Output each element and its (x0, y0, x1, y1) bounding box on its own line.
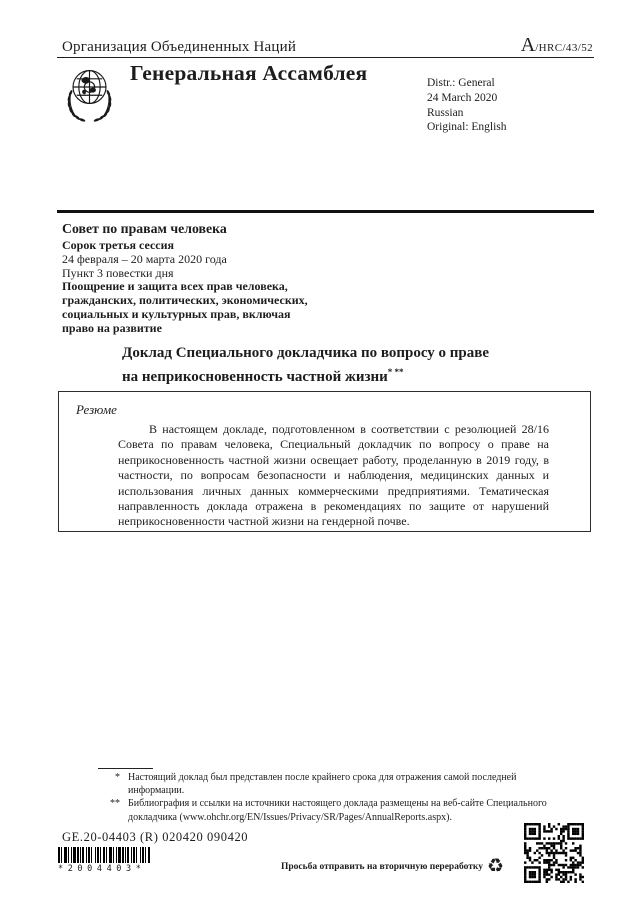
report-title-line1: Доклад Специального докладчика по вопросу о праве (122, 345, 490, 361)
doc-symbol-number: /HRC/43/52 (535, 42, 593, 54)
agenda-item: Пункт 3 повестки дня (62, 265, 174, 280)
barcode-bars-icon (58, 847, 156, 863)
masthead-rule (57, 210, 594, 213)
session-name: Сорок третья сессия (62, 238, 175, 252)
barcode-label: *2004403* (58, 864, 146, 874)
distr-original: Original: English (427, 121, 507, 134)
ge-number: GE.20-04403 (R) 020420 090420 (62, 830, 249, 844)
agenda-title-line: социальных и культурных прав, включая (62, 306, 291, 321)
summary-heading: Резюме (76, 402, 117, 417)
footnote-2 (96, 797, 550, 823)
report-title (122, 344, 572, 386)
recycle-note: Просьба отправить на вторичную переработку (280, 861, 483, 872)
session-dates: 24 февраля – 20 марта 2020 года (62, 251, 227, 266)
title-footnote-markers: * ** (387, 366, 404, 377)
un-emblem-icon (59, 62, 120, 123)
recycle-note-row (281, 857, 504, 876)
distr-line: Distr.: General (427, 77, 495, 89)
org-name: Организация Объединенных Наций (62, 39, 297, 55)
agenda-title-line: Поощрение и защита всех прав человека, (62, 279, 288, 294)
header-row (62, 34, 593, 57)
footnote-1 (96, 771, 550, 797)
barcode (58, 847, 156, 874)
session-block (62, 221, 308, 336)
doc-symbol (521, 34, 593, 57)
council-name: Совет по правам человека (62, 221, 227, 236)
footnote-2-text: Библиография и ссылки на источники настоящего доклада размещены на веб-сайте Специального докладчика (www.ohchr.org/EN/Issues/Privacy/SR/Pages/AnnualReports.aspx). (128, 798, 547, 823)
report-title-line2: на неприкосновенность частной жизни* ** (122, 366, 404, 385)
masthead-title: Генеральная Ассамблея (130, 61, 368, 85)
footnote-1-marker: * (115, 772, 120, 783)
summary-body: В настоящем докладе, подготовленном в соответствии с резолюцией 28/16 Совета по правам человека, Специальный докладчик по вопросу о праве на неприкосновенность частной жизни освещает работу, проделанную в 2019 году, в частности, по вопросам безопасности и наблюдения, медицинских данных и использования личных данных коммерческими предприятиями. Тематическая направленность доклада отражена в рекомендациях по защите от нарушений неприкосновенности частной жизни на гендерной почве. (118, 422, 549, 529)
footnote-2-marker: ** (110, 798, 120, 810)
distr-date: 24 March 2020 (427, 91, 498, 104)
agenda-title-line: право на развитие (62, 320, 162, 335)
distr-language: Russian (427, 106, 464, 119)
footnote-rule (98, 768, 153, 769)
qr-code-icon (524, 823, 584, 883)
summary-box (58, 391, 591, 532)
footnotes (96, 771, 550, 824)
distr-block (427, 76, 507, 135)
recycle-icon: ♻ (486, 855, 504, 877)
header-rule (57, 57, 594, 58)
agenda-title-line: гражданских, политических, экономических, (62, 293, 308, 308)
doc-symbol-series: A (520, 34, 536, 56)
footnote-1-text: Настоящий доклад был представлен после крайнего срока для отражения самой последней информации. (128, 772, 517, 797)
